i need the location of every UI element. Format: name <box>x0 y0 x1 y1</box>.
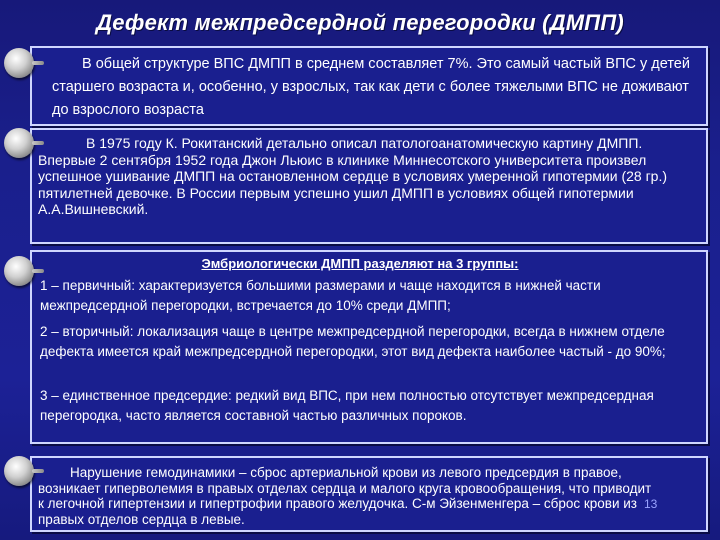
paragraph2-text: В 1975 году К. Рокитанский детально описал патологоанатомическую картину ДМПП. Впервые 2 сентября 1952 года Джон Льюис в клинике Миннесотского университета произвел успешное ушивание ДМПП на остановленном сердце в условиях умеренной гипотермии (28 гр.) пятилетней девочке. В России первым успешно ушил ДМПП в условиях общей гипотермии А.А.Вишневский. <box>38 135 668 217</box>
groups-heading: Эмбриологически ДМПП разделяют на 3 группы: <box>201 256 519 271</box>
paragraph4-text: Нарушение гемодинамики – сброс артериальной крови из левого предсердия в правое, возникает гиперволемия в правых отделах сердца и малого круга кровообращения, что приводит к легочной гипертензии и гипертрофии правого желудочка. С-м Эйзенменгера – сброс крови из правых отделов сердца в левые. <box>38 465 652 527</box>
sphere-bullet-icon <box>4 456 34 486</box>
sphere-bullet-icon <box>4 48 34 78</box>
group-item-2: 2 – вторичный: локализация чаще в центре межпредсердной перегородки, всегда в нижнем отделе дефекта имеется край межпредсердной перегородки, этот вид дефекта наиболее частый - до 90%; <box>40 324 666 359</box>
page-number: 13 <box>644 497 658 511</box>
paragraph1-text: В общей структуре ВПС ДМПП в среднем составляет 7%. Это самый частый ВПС у детей старшего возраста и, особенно, у взрослых, так как дети с более тяжелыми ВПС не доживают до взрослого возраста <box>52 56 690 118</box>
group-item-3: 3 – единственное предсердие: редкий вид ВПС, при нем полностью отсутствует межпредсердная перегородка, часто является составной частью различных пороков. <box>40 388 654 423</box>
group-item-1: 1 – первичный: характеризуется большими размерами и чаще находится в нижней части межпредсердной перегородки, встречается до 10% среди ДМПП; <box>40 278 601 313</box>
slide-title: Дефект межпредсердной перегородки (ДМПП) <box>96 10 624 35</box>
sphere-bullet-icon <box>4 128 34 158</box>
